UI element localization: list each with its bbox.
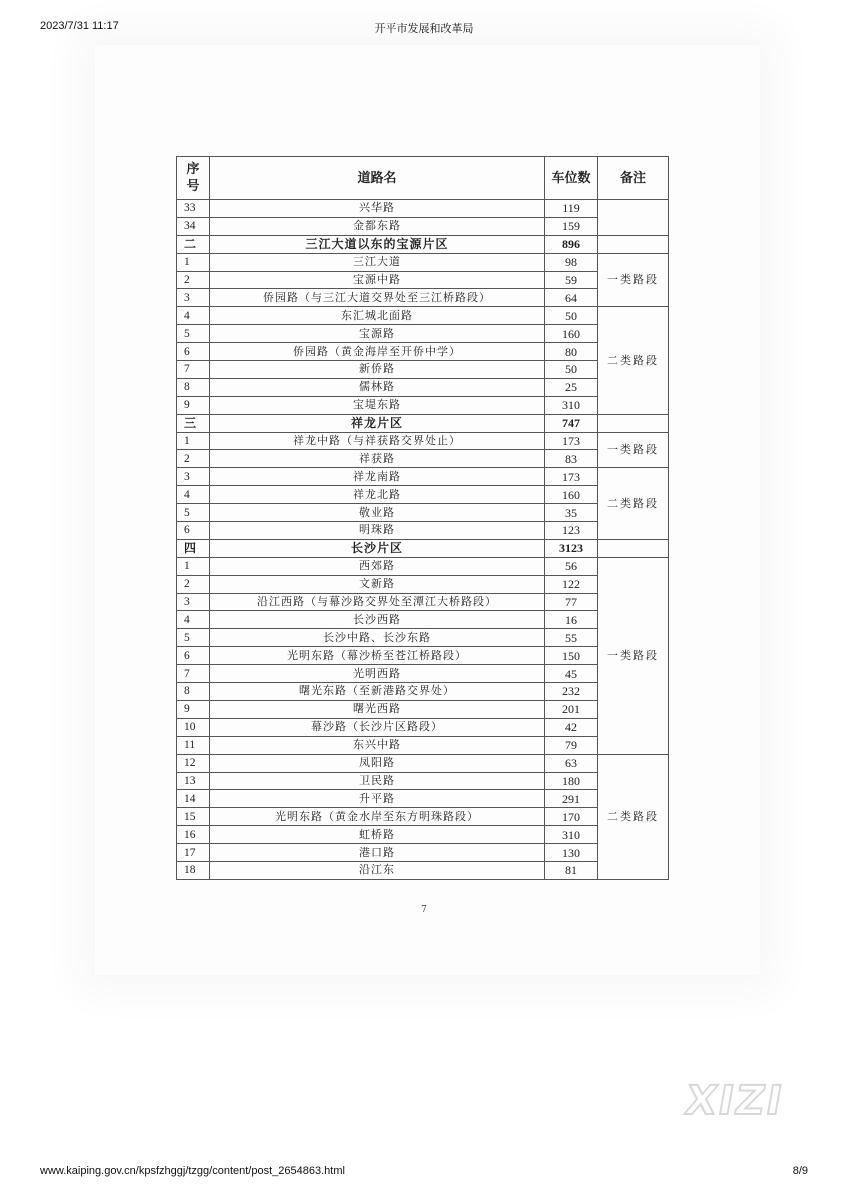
table-row: [177, 629, 669, 647]
row-number: 15: [177, 808, 210, 826]
section-row: [177, 235, 669, 253]
space-count: 150: [545, 647, 598, 665]
space-count: 63: [545, 754, 598, 772]
print-footer: [40, 1165, 808, 1181]
row-number: 14: [177, 790, 210, 808]
table-row: [177, 217, 669, 235]
table-row: [177, 253, 669, 271]
road-name: 祥龙片区: [210, 414, 545, 432]
space-count: 170: [545, 808, 598, 826]
table-row: [177, 289, 669, 307]
row-number: 13: [177, 772, 210, 790]
table-header-row: [177, 157, 669, 200]
category-note: 一类路段: [598, 253, 669, 307]
row-number: 7: [177, 665, 210, 683]
row-number: 5: [177, 325, 210, 343]
header-space-count: 车位数: [545, 157, 598, 200]
space-count: 160: [545, 325, 598, 343]
row-number: 1: [177, 557, 210, 575]
space-count: 310: [545, 396, 598, 414]
space-count: 25: [545, 378, 598, 396]
row-number: 8: [177, 683, 210, 701]
category-note: 一类路段: [598, 557, 669, 754]
watermark-logo: XIZI: [681, 1078, 788, 1124]
table-row: [177, 611, 669, 629]
row-number: 2: [177, 450, 210, 468]
table-row: [177, 736, 669, 754]
table-row: [177, 700, 669, 718]
road-name: 光明东路（黄金水岸至东方明珠路段）: [210, 808, 545, 826]
category-note: 二类路段: [598, 307, 669, 414]
print-header: [40, 20, 808, 36]
row-number: 16: [177, 826, 210, 844]
space-count: 55: [545, 629, 598, 647]
road-name: 金都东路: [210, 217, 545, 235]
road-name: 幕沙路（长沙片区路段）: [210, 718, 545, 736]
header-no-label: 序号: [186, 162, 200, 194]
category-note: 二类路段: [598, 754, 669, 879]
space-count: 119: [545, 200, 598, 218]
row-number: 9: [177, 396, 210, 414]
header-note: 备注: [598, 157, 669, 200]
row-number: 4: [177, 307, 210, 325]
table-row: [177, 790, 669, 808]
space-count: 291: [545, 790, 598, 808]
road-name: 长沙西路: [210, 611, 545, 629]
table-row: [177, 772, 669, 790]
row-number: 8: [177, 378, 210, 396]
road-name: 曙光西路: [210, 700, 545, 718]
row-number: 2: [177, 271, 210, 289]
table-body: [177, 200, 669, 880]
space-count: 45: [545, 665, 598, 683]
road-name: 侨园路（黄金海岸至开侨中学）: [210, 343, 545, 361]
table-row: [177, 343, 669, 361]
space-count: 747: [545, 414, 598, 432]
space-count: 79: [545, 736, 598, 754]
road-name: 长沙中路、长沙东路: [210, 629, 545, 647]
space-count: 16: [545, 611, 598, 629]
road-name: 宝源中路: [210, 271, 545, 289]
category-note: 一类路段: [598, 432, 669, 468]
road-name: 光明西路: [210, 665, 545, 683]
road-name: 西郊路: [210, 557, 545, 575]
row-number: 6: [177, 522, 210, 540]
table-row: [177, 683, 669, 701]
space-count: 173: [545, 468, 598, 486]
space-count: 42: [545, 718, 598, 736]
note-cell: [598, 200, 669, 236]
road-name: 儒林路: [210, 378, 545, 396]
row-number: 4: [177, 486, 210, 504]
road-name: 宝堤东路: [210, 396, 545, 414]
road-name: 卫民路: [210, 772, 545, 790]
road-name: 沿江西路（与幕沙路交界处至潭江大桥路段）: [210, 593, 545, 611]
parking-spaces-table: [176, 156, 669, 880]
table-row: [177, 522, 669, 540]
road-name: 文新路: [210, 575, 545, 593]
row-number: 4: [177, 611, 210, 629]
row-number: 1: [177, 253, 210, 271]
table-row: [177, 593, 669, 611]
header-road-name: 道路名: [210, 157, 545, 200]
row-number: 18: [177, 861, 210, 879]
note-cell: [598, 414, 669, 432]
table-row: [177, 325, 669, 343]
table-row: [177, 361, 669, 379]
table-row: [177, 378, 669, 396]
table-row: [177, 200, 669, 218]
road-name: 兴华路: [210, 200, 545, 218]
road-name: 侨园路（与三江大道交界处至三江桥路段）: [210, 289, 545, 307]
road-name: 祥龙南路: [210, 468, 545, 486]
row-number: 1: [177, 432, 210, 450]
space-count: 64: [545, 289, 598, 307]
table-row: [177, 557, 669, 575]
row-number: 5: [177, 629, 210, 647]
table-row: [177, 665, 669, 683]
road-name: 祥龙中路（与祥获路交界处止）: [210, 432, 545, 450]
road-name: 光明东路（幕沙桥至苍江桥路段）: [210, 647, 545, 665]
section-row: [177, 414, 669, 432]
road-name: 三江大道: [210, 253, 545, 271]
row-number: 5: [177, 504, 210, 522]
table-row: [177, 844, 669, 862]
header-no: [177, 157, 210, 200]
space-count: 50: [545, 361, 598, 379]
space-count: 59: [545, 271, 598, 289]
row-number: 7: [177, 361, 210, 379]
table-row: [177, 504, 669, 522]
space-count: 201: [545, 700, 598, 718]
row-number: 9: [177, 700, 210, 718]
print-page-count: 8/9: [792, 1165, 808, 1177]
table-row: [177, 861, 669, 879]
space-count: 123: [545, 522, 598, 540]
road-name: 三江大道以东的宝源片区: [210, 235, 545, 253]
space-count: 160: [545, 486, 598, 504]
category-note: 二类路段: [598, 468, 669, 540]
space-count: 180: [545, 772, 598, 790]
space-count: 232: [545, 683, 598, 701]
section-row: [177, 539, 669, 557]
row-number: 11: [177, 736, 210, 754]
road-name: 凤阳路: [210, 754, 545, 772]
road-name: 港口路: [210, 844, 545, 862]
road-name: 祥获路: [210, 450, 545, 468]
row-number: 10: [177, 718, 210, 736]
space-count: 35: [545, 504, 598, 522]
table-row: [177, 826, 669, 844]
space-count: 896: [545, 235, 598, 253]
space-count: 56: [545, 557, 598, 575]
space-count: 159: [545, 217, 598, 235]
space-count: 122: [545, 575, 598, 593]
table-row: [177, 271, 669, 289]
table-row: [177, 808, 669, 826]
row-number: 17: [177, 844, 210, 862]
row-number: 三: [177, 414, 210, 432]
space-count: 80: [545, 343, 598, 361]
note-cell: [598, 539, 669, 557]
table-row: [177, 450, 669, 468]
space-count: 77: [545, 593, 598, 611]
row-number: 3: [177, 289, 210, 307]
road-name: 东汇城北面路: [210, 307, 545, 325]
row-number: 2: [177, 575, 210, 593]
space-count: 81: [545, 861, 598, 879]
table-row: [177, 754, 669, 772]
table-row: [177, 486, 669, 504]
row-number: 四: [177, 539, 210, 557]
road-name: 升平路: [210, 790, 545, 808]
table-row: [177, 396, 669, 414]
space-count: 50: [545, 307, 598, 325]
row-number: 6: [177, 343, 210, 361]
table-row: [177, 432, 669, 450]
road-name: 明珠路: [210, 522, 545, 540]
print-site-title: 开平市发展和改革局: [374, 23, 474, 35]
scan-page-number: 7: [421, 905, 427, 915]
space-count: 3123: [545, 539, 598, 557]
road-name: 东兴中路: [210, 736, 545, 754]
road-name: 虹桥路: [210, 826, 545, 844]
space-count: 130: [545, 844, 598, 862]
space-count: 173: [545, 432, 598, 450]
row-number: 3: [177, 593, 210, 611]
road-name: 宝源路: [210, 325, 545, 343]
row-number: 34: [177, 217, 210, 235]
note-cell: [598, 235, 669, 253]
row-number: 12: [177, 754, 210, 772]
table-row: [177, 575, 669, 593]
space-count: 83: [545, 450, 598, 468]
row-number: 33: [177, 200, 210, 218]
row-number: 二: [177, 235, 210, 253]
print-datetime: 2023/7/31 11:17: [40, 20, 119, 32]
space-count: 310: [545, 826, 598, 844]
road-name: 长沙片区: [210, 539, 545, 557]
row-number: 3: [177, 468, 210, 486]
road-name: 沿江东: [210, 861, 545, 879]
table-row: [177, 468, 669, 486]
row-number: 6: [177, 647, 210, 665]
road-name: 祥龙北路: [210, 486, 545, 504]
space-count: 98: [545, 253, 598, 271]
table-row: [177, 647, 669, 665]
road-name: 曙光东路（至新港路交界处）: [210, 683, 545, 701]
table-row: [177, 718, 669, 736]
print-url: www.kaiping.gov.cn/kpsfzhggj/tzgg/content/post_2654863.html: [40, 1165, 345, 1177]
table-row: [177, 307, 669, 325]
road-name: 敬业路: [210, 504, 545, 522]
road-name: 新侨路: [210, 361, 545, 379]
